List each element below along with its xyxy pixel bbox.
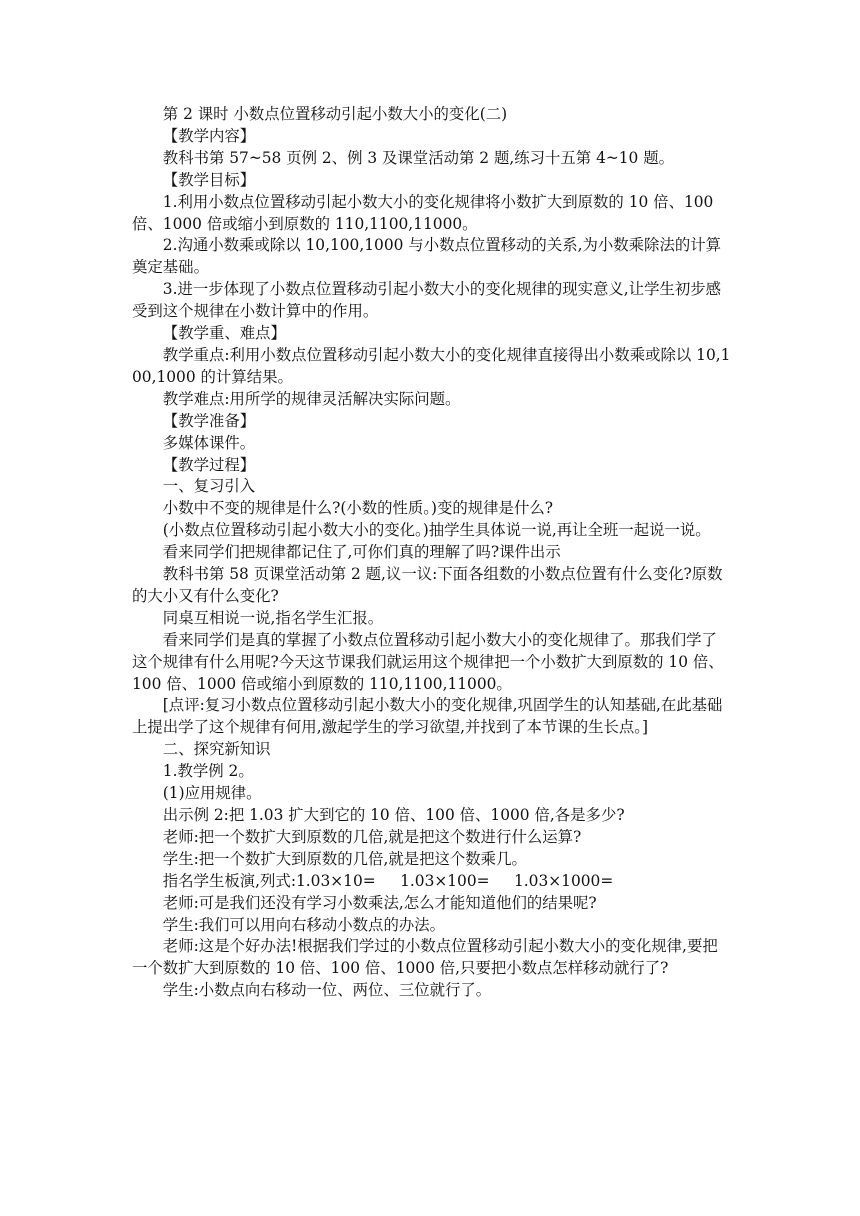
section-heading: 【教学准备】 — [162, 411, 256, 430]
paragraph: 老师:把一个数扩大到原数的几倍,就是把这个数进行什么运算? — [162, 827, 582, 846]
paragraph: (小数点位置移动引起小数大小的变化。)抽学生具体说一说,再让全班一起说一说。 — [162, 521, 711, 540]
section-heading: 【教学内容】 — [162, 126, 256, 145]
paragraph: 教学重点:利用小数点位置移动引起小数大小的变化规律直接得出小数乘或除以 10,100,1000 的计算结果。 — [132, 345, 731, 386]
section-heading: 【教学过程】 — [162, 455, 256, 474]
section-heading: 【教学目标】 — [162, 170, 256, 189]
subsection-heading: 二、探究新知识 — [162, 740, 271, 759]
paragraph: 小数中不变的规律是什么?(小数的性质。)变的规律是什么? — [162, 499, 553, 518]
formula-paragraph: 指名学生板演,列式:1.03×10= 1.03×100= 1.03×1000= — [162, 871, 614, 890]
paragraph: 老师:这是个好办法!根据我们学过的小数点位置移动引起小数大小的变化规律,要把一个数扩大到原数的 10 倍、100 倍、1000 倍,只要把小数点怎样移动就行了? — [132, 937, 718, 978]
paragraph: (1)应用规律。 — [162, 784, 262, 803]
paragraph: 老师:可是我们还没有学习小数乘法,怎么才能知道他们的结果呢? — [162, 893, 597, 912]
subsection-heading: 一、复习引入 — [162, 477, 256, 496]
paragraph: 教学难点:用所学的规律灵活解决实际问题。 — [162, 389, 461, 408]
paragraph: 看来同学们把规律都记住了,可你们真的理解了吗?课件出示 — [162, 543, 561, 562]
paragraph: 1.教学例 2。 — [162, 762, 254, 781]
paragraph: 学生:我们可以用向右移动小数点的办法。 — [162, 915, 446, 934]
paragraph: 同桌互相说一说,指名学生汇报。 — [162, 608, 384, 627]
section-heading: 【教学重、难点】 — [162, 324, 286, 343]
paragraph: 出示例 2:把 1.03 扩大到它的 10 倍、100 倍、1000 倍,各是多少? — [162, 806, 625, 824]
paragraph: 教科书第 57~58 页例 2、例 3 及课堂活动第 2 题,练习十五第 4~10 题。 — [162, 148, 675, 167]
document-page — [132, 104, 732, 1002]
paragraph: 教科书第 58 页课堂活动第 2 题,议一议:下面各组数的小数点位置有什么变化?原数的大小又有什么变化? — [132, 565, 723, 605]
paragraph: 1.利用小数点位置移动引起小数大小的变化规律将小数扩大到原数的 10 倍、100 倍、1000 倍或缩小到原数的 110,1100,11000。 — [132, 192, 714, 233]
paragraph: 学生:把一个数扩大到原数的几倍,就是把这个数乘几。 — [162, 849, 527, 868]
lesson-title: 第 2 课时 小数点位置移动引起小数大小的变化(二) — [162, 105, 508, 123]
paragraph: 2.沟通小数乘或除以 10,100,1000 与小数点位置移动的关系,为小数乘除法的计算奠定基础。 — [132, 236, 722, 277]
paragraph: 多媒体课件。 — [162, 433, 256, 452]
paragraph: 3.进一步体现了小数点位置移动引起小数大小的变化规律的现实意义,让学生初步感受到这个规律在小数计算中的作用。 — [132, 280, 722, 321]
comment-paragraph: [点评:复习小数点位置移动引起小数大小的变化规律,巩固学生的认知基础,在此基础上提出学了这个规律有何用,激起学生的学习欲望,并找到了本节课的生长点。] — [132, 696, 723, 737]
paragraph: 学生:小数点向右移动一位、两位、三位就行了。 — [162, 981, 492, 1000]
paragraph: 看来同学们是真的掌握了小数点位置移动引起小数大小的变化规律了。那我们学了这个规律有什么用呢?今天这节课我们就运用这个规律把一个小数扩大到原数的 10 倍、100 倍、1000 倍或缩小到原数的 110,1100,11000。 — [132, 630, 724, 693]
